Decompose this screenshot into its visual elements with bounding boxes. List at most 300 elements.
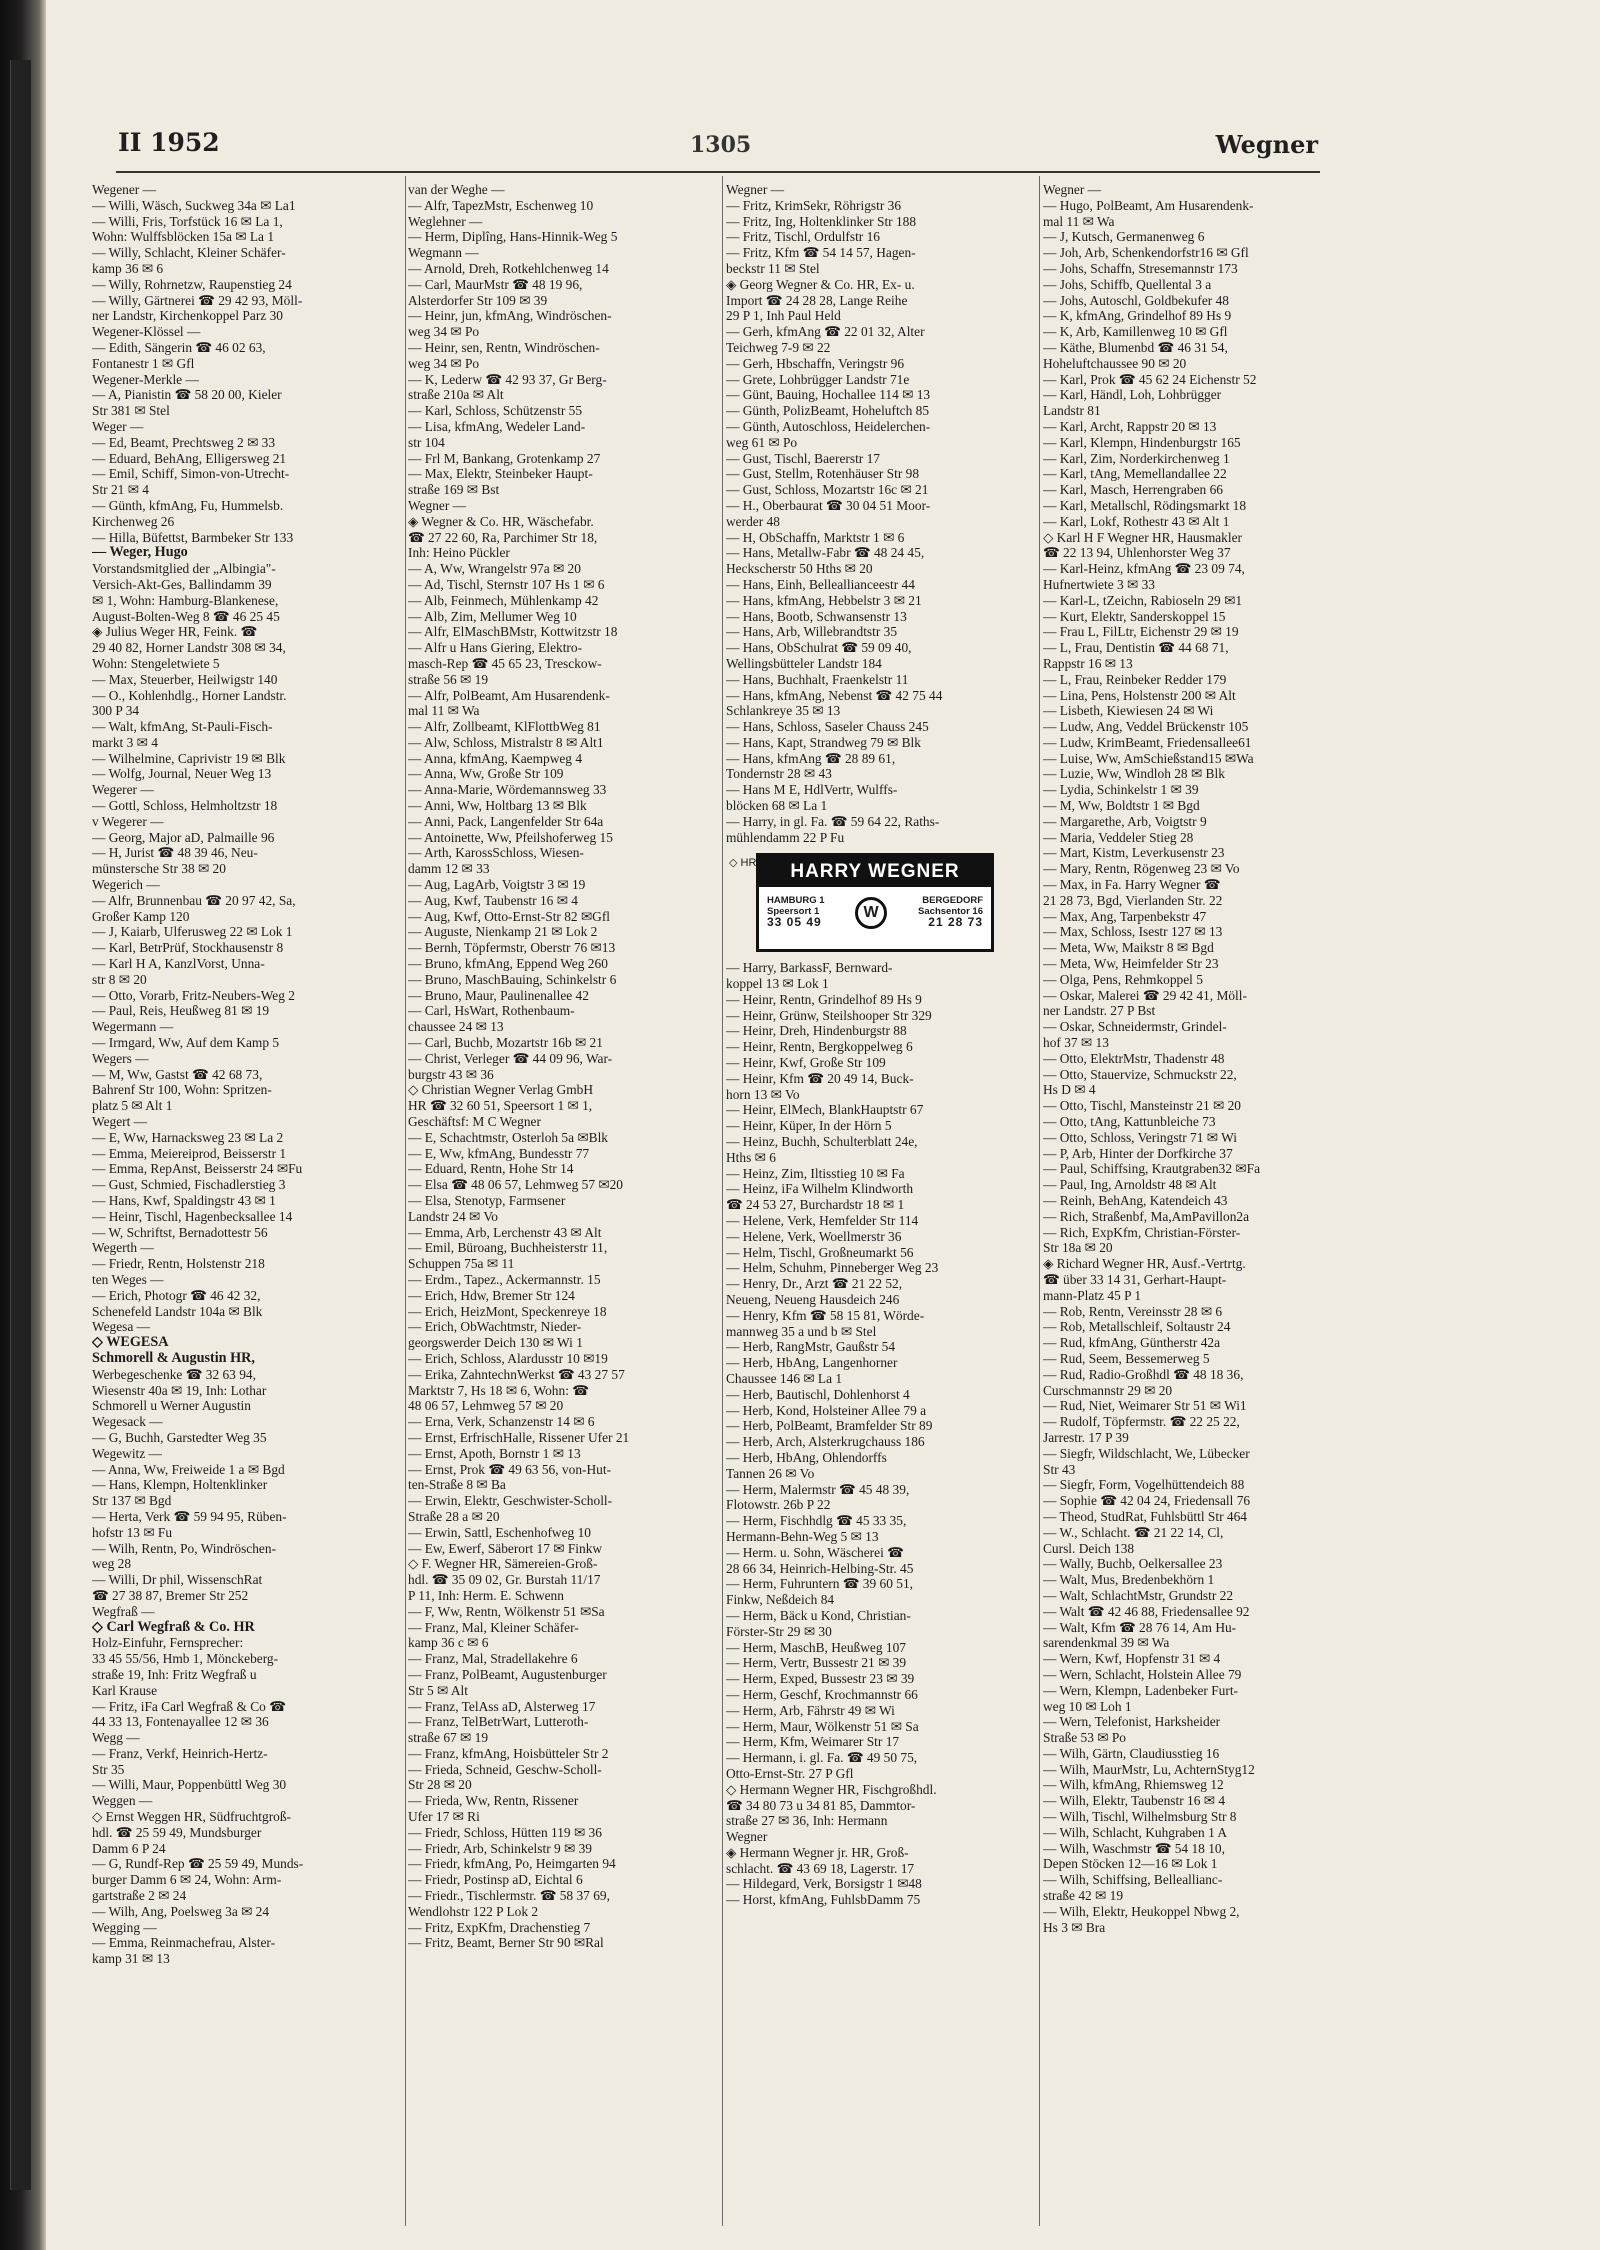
- directory-entry-line: — Siegfr, Form, Vogelhüttendeich 88: [1043, 1477, 1245, 1493]
- directory-entry-line: — Gust, Stellm, Rotenhäuser Str 98: [726, 466, 920, 482]
- directory-entry-line: Wegg —: [92, 1730, 140, 1746]
- directory-entry-line: — Aug, LagArb, Voigtstr 3 ✉ 19: [408, 877, 586, 893]
- directory-entry-line: masch-Rep ☎ 45 65 23, Tresckow-: [408, 655, 602, 671]
- directory-entry-line: — Willy, Rohrnetzw, Raupenstieg 24: [92, 276, 292, 292]
- directory-entry-line: — Erwin, Sattl, Eschenhofweg 10: [408, 1524, 591, 1540]
- directory-entry-line: Wegmann —: [408, 245, 479, 261]
- directory-entry-line: — Emil, Büroang, Buchheisterstr 11,: [408, 1240, 608, 1256]
- directory-entry-line: — Walt ☎ 42 46 88, Friedensallee 92: [1043, 1603, 1250, 1619]
- directory-entry-line: Wegner —: [1043, 182, 1102, 197]
- directory-entry-line: ◇ Ernst Weggen HR, Südfruchtgroß-: [92, 1809, 292, 1825]
- directory-entry-line: — Frieda, Schneid, Geschw-Scholl-: [408, 1761, 602, 1777]
- directory-entry-line: — Wilh, MaurMstr, Lu, AchternStyg12: [1043, 1761, 1255, 1777]
- directory-entry-line: Wohn: Stengeletwiete 5: [92, 655, 220, 671]
- directory-entry-line: 29 P 1, Inh Paul Held: [726, 308, 841, 324]
- directory-entry-line: — Willi, Fris, Torfstück 16 ✉ La 1,: [92, 213, 283, 229]
- directory-entry-line: — Karl, Zim, Norderkirchenweg 1: [1043, 450, 1230, 466]
- directory-entry-line: weg 34 ✉ Po: [408, 324, 480, 340]
- directory-entry-line: — Johs, Schiffb, Quellental 3 a: [1043, 276, 1212, 292]
- directory-entry-line: — Erich, Schloss, Alardusstr 10 ✉19: [408, 1350, 608, 1366]
- directory-entry-line: — F, Ww, Rentn, Wölkenstr 51 ✉Sa: [408, 1603, 605, 1619]
- directory-entry-line: Wegner: [726, 1829, 768, 1845]
- directory-entry-line: — Heinr, Rentn, Grindelhof 89 Hs 9: [726, 991, 922, 1007]
- directory-entry-line: — Edith, Sängerin ☎ 46 02 63,: [92, 339, 266, 355]
- directory-entry-line: — Erdm., Tapez., Ackermannstr. 15: [408, 1271, 601, 1287]
- directory-entry-line: — Rob, Rentn, Vereinsstr 28 ✉ 6: [1043, 1303, 1223, 1319]
- book-binding: [0, 0, 46, 2250]
- directory-entry-line: — Willi, Dr phil, WissenschRat: [92, 1572, 263, 1588]
- directory-entry-line: ☎ 27 22 60, Ra, Parchimer Str 18,: [408, 529, 598, 545]
- directory-entry-line: Straße 28 a ✉ 20: [408, 1508, 500, 1524]
- directory-entry-line: — Heinr, Küper, In der Hörn 5: [726, 1118, 892, 1134]
- directory-entry-line: — Franz, Verkf, Heinrich-Hertz-: [92, 1745, 268, 1761]
- directory-entry-line: — Karl-Heinz, kfmAng ☎ 23 09 74,: [1043, 561, 1245, 577]
- directory-column-3: [726, 182, 1038, 2232]
- directory-entry-line: Chaussee 146 ✉ La 1: [726, 1370, 843, 1386]
- directory-entry-line: — Herm, Geschf, Krochmannstr 66: [726, 1686, 918, 1702]
- directory-entry-line: — Aug, Kwf, Taubenstr 16 ✉ 4: [408, 892, 578, 908]
- directory-entry-line: Weggen —: [92, 1793, 153, 1809]
- directory-entry-line: — Arnold, Dreh, Rotkehlchenweg 14: [408, 260, 609, 276]
- directory-entry-line: Teichweg 7-9 ✉ 22: [726, 339, 831, 355]
- directory-entry-line: — Heinz, Buchh, Schulterblatt 24e,: [726, 1134, 918, 1150]
- directory-entry-line: — Kurt, Elektr, Sanderskoppel 15: [1043, 608, 1226, 624]
- directory-entry-line: Wegner —: [726, 182, 785, 197]
- ad-hamburg-street: Speersort 1: [767, 906, 820, 918]
- directory-entry-line: — Helm, Schuhm, Pinneberger Weg 23: [726, 1260, 939, 1276]
- directory-entry-line: straße 210a ✉ Alt: [408, 387, 504, 403]
- directory-entry-line: — Reinh, BehAng, Katendeich 43: [1043, 1193, 1228, 1208]
- column-divider: [405, 176, 406, 2226]
- directory-entry-line: — W., Schlacht. ☎ 21 22 14, Cl,: [1043, 1524, 1224, 1540]
- directory-entry-line: — Hans, Klempn, Holtenklinker: [92, 1477, 268, 1493]
- directory-entry-line: — Heinr, sen, Rentn, Windröschen-: [408, 339, 600, 355]
- directory-entry-line: ◇ Carl Wegfraß & Co. HR: [92, 1619, 255, 1635]
- directory-entry-line: — Erika, ZahntechnWerkst ☎ 43 27 57: [408, 1366, 625, 1382]
- directory-entry-line: — L, Frau, Dentistin ☎ 44 68 71,: [1043, 640, 1229, 656]
- directory-entry-line: ten-Straße 8 ✉ Ba: [408, 1477, 506, 1493]
- directory-entry-line: — Lydia, Schinkelstr 1 ✉ 39: [1043, 782, 1199, 798]
- directory-entry-line: — Meta, Ww, Heimfelder Str 23: [1043, 956, 1219, 972]
- directory-entry-line: Wendlohstr 122 P Lok 2: [408, 1903, 539, 1919]
- directory-entry-line: Str 43: [1043, 1461, 1076, 1477]
- directory-entry-line: — Karl, Schloss, Schützenstr 55: [408, 403, 583, 419]
- directory-entry-line: — Wern, Klempn, Ladenbeker Furt-: [1043, 1682, 1239, 1698]
- directory-entry-line: mühlendamm 22 P Fu: [726, 829, 845, 845]
- directory-entry-line: — Rud, kfmAng, Güntherstr 42a: [1043, 1335, 1221, 1351]
- directory-entry-line: — Emma, RepAnst, Beisserstr 24 ✉Fu: [92, 1161, 303, 1177]
- directory-entry-line: Hths ✉ 6: [726, 1149, 776, 1165]
- directory-entry-line: — Karl-L, tZeichn, Rabioseln 29 ✉1: [1043, 592, 1243, 608]
- directory-entry-line: ◈ Wegner & Co. HR, Wäschefabr.: [408, 513, 594, 529]
- directory-entry-line: Schlankreye 35 ✉ 13: [726, 703, 841, 719]
- directory-entry-line: — Alfr, Brunnenbau ☎ 20 97 42, Sa,: [92, 892, 296, 908]
- directory-entry-line: — Max, Ang, Tarpenbekstr 47: [1043, 908, 1207, 924]
- directory-entry-line: straße 67 ✉ 19: [408, 1730, 489, 1746]
- directory-entry-line: — Erich, HeizMont, Speckenreye 18: [408, 1303, 607, 1319]
- directory-entry-line: 300 P 34: [92, 703, 140, 719]
- directory-entry-line: Wegfraß —: [92, 1603, 155, 1619]
- directory-entry-line: — Herm, Diplîng, Hans-Hinnik-Weg 5: [408, 229, 618, 245]
- page-header: [118, 128, 1318, 168]
- directory-entry-line: hdl. ☎ 35 09 02, Gr. Burstah 11/17: [408, 1572, 601, 1588]
- directory-entry-line: — Max, Schloss, Isestr 127 ✉ 13: [1043, 924, 1223, 940]
- directory-entry-line: — Johs, Schaffn, Stresemannstr 173: [1043, 260, 1238, 276]
- directory-entry-line: — Wilh, Rentn, Po, Windröschen-: [92, 1540, 277, 1556]
- directory-entry-line: 44 33 13, Fontenayallee 12 ✉ 36: [92, 1714, 269, 1730]
- directory-entry-line: — Ludw, KrimBeamt, Friedensallee61: [1043, 734, 1252, 750]
- directory-entry-line: Rappstr 16 ✉ 13: [1043, 655, 1133, 671]
- directory-entry-line: — Herm, Vertr, Bussestr 21 ✉ 39: [726, 1655, 907, 1671]
- directory-entry-line: — Eduard, Rentn, Hohe Str 14: [408, 1161, 574, 1177]
- directory-entry-line: Wegging —: [92, 1919, 157, 1935]
- directory-entry-line: Tannen 26 ✉ Vo: [726, 1465, 815, 1481]
- directory-entry-line: Holz-Einfuhr, Fernsprecher:: [92, 1635, 244, 1651]
- directory-entry-line: — Karl, Masch, Herrengraben 66: [1043, 482, 1223, 498]
- directory-entry-line: — E, Ww, kfmAng, Bundesstr 77: [408, 1145, 590, 1161]
- directory-entry-line: ◇ WEGESA: [92, 1335, 169, 1351]
- directory-entry-line: kamp 36 ✉ 6: [92, 260, 164, 276]
- directory-entry-line: — Max, Elektr, Steinbeker Haupt-: [408, 466, 593, 482]
- directory-entry-line: — Karl, tAng, Memellandallee 22: [1043, 466, 1227, 482]
- directory-entry-line: Geschäftsf: M C Wegner: [408, 1114, 541, 1130]
- directory-entry-line: mal 11 ✉ Wa: [408, 703, 480, 719]
- directory-entry-line: — Hans, Arb, Willebrandtstr 35: [726, 624, 898, 640]
- directory-entry-line: Wegesack —: [92, 1414, 163, 1430]
- directory-entry-line: — Wilh, kfmAng, Rhiemsweg 12: [1043, 1777, 1224, 1793]
- directory-entry-line: — Hans, Bootb, Schwansenstr 13: [726, 608, 907, 624]
- directory-entry-line: — Theod, StudRat, Fuhlsbüttl Str 464: [1043, 1508, 1247, 1524]
- directory-entry-line: — Alfr, PolBeamt, Am Husarendenk-: [408, 687, 610, 703]
- directory-entry-line: — Friedr, Arb, Schinkelstr 9 ✉ 39: [408, 1840, 593, 1856]
- directory-entry-line: — Alb, Feinmech, Mühlenkamp 42: [408, 592, 599, 608]
- directory-entry-line: Straße 53 ✉ Po: [1043, 1730, 1127, 1746]
- directory-column-2: [408, 182, 720, 2232]
- directory-entry-line: Wiesenstr 40a ✉ 19, Inh: Lothar: [92, 1382, 267, 1398]
- directory-entry-line: 29 40 82, Horner Landstr 308 ✉ 34,: [92, 640, 286, 656]
- directory-entry-line: — E, Ww, Harnacksweg 23 ✉ La 2: [92, 1129, 284, 1145]
- directory-entry-line: — O., Kohlenhdlg., Horner Landstr.: [92, 687, 287, 703]
- directory-entry-line: — Anna, Ww, Große Str 109: [408, 766, 564, 782]
- directory-entry-line: — Hans, kfmAng, Nebenst ☎ 42 75 44: [726, 687, 943, 703]
- directory-entry-line: — Alw, Schloss, Mistralstr 8 ✉ Alt1: [408, 734, 604, 750]
- directory-entry-line: ◈ Georg Wegner & Co. HR, Ex- u.: [726, 276, 915, 292]
- directory-entry-line: Heckscherstr 50 Hths ✉ 20: [726, 561, 873, 577]
- directory-entry-line: — J, Kutsch, Germanenweg 6: [1043, 229, 1205, 245]
- directory-entry-line: — Rudolf, Töpfermstr. ☎ 22 25 22,: [1043, 1414, 1240, 1430]
- directory-entry-line: Wegener-Merkle —: [92, 371, 199, 387]
- directory-entry-line: ◇ Karl H F Wegner HR, Hausmakler: [1043, 529, 1243, 545]
- directory-entry-line: — Gottl, Schloss, Helmholtzstr 18: [92, 798, 278, 814]
- directory-entry-line: — Hans, kfmAng, Hebbelstr 3 ✉ 21: [726, 592, 922, 608]
- directory-entry-line: — Käthe, Blumenbd ☎ 46 31 54,: [1043, 339, 1228, 355]
- column-divider: [722, 176, 723, 2226]
- book-spine: [10, 60, 31, 2190]
- directory-entry-line: — Heinr, Rentn, Bergkoppelweg 6: [726, 1039, 913, 1055]
- directory-entry-line: — Günth, kfmAng, Fu, Hummelsb.: [92, 497, 284, 513]
- directory-entry-line: — Karl, BetrPrüf, Stockhausenstr 8: [92, 940, 284, 956]
- directory-entry-line: — Friedr, Rentn, Holstenstr 218: [92, 1256, 265, 1272]
- directory-entry-line: — Fritz, Kfm ☎ 54 14 57, Hagen-: [726, 245, 916, 261]
- directory-entry-line: — Lisbeth, Kiewiesen 24 ✉ Wi: [1043, 703, 1214, 719]
- directory-entry-line: weg 28: [92, 1556, 132, 1572]
- directory-entry-line: — Herm. u. Sohn, Wäscherei ☎: [726, 1544, 904, 1560]
- directory-entry-line: Str 381 ✉ Stel: [92, 403, 170, 419]
- directory-entry-line: — Franz, PolBeamt, Augustenburger: [408, 1666, 607, 1682]
- directory-entry-line: — Siegfr, Wildschlacht, We, Lübecker: [1043, 1445, 1250, 1461]
- directory-entry-line: — Heinz, iFa Wilhelm Klindworth: [726, 1181, 914, 1197]
- directory-entry-line: Schenefeld Landstr 104a ✉ Blk: [92, 1303, 263, 1319]
- directory-entry-line: chaussee 24 ✉ 13: [408, 1019, 504, 1035]
- directory-entry-line: 48 06 57, Lehmweg 57 ✉ 20: [408, 1398, 564, 1414]
- directory-entry-line: — A, Ww, Wrangelstr 97a ✉ 20: [408, 561, 581, 577]
- directory-entry-line: — Ludw, Ang, Veddel Brückenstr 105: [1043, 719, 1249, 735]
- directory-entry-line: — P, Arb, Hinter der Dorfkirche 37: [1043, 1145, 1233, 1161]
- directory-entry-line: straße 42 ✉ 19: [1043, 1888, 1124, 1904]
- directory-entry-line: — H, Jurist ☎ 48 39 46, Neu-: [92, 845, 258, 861]
- directory-entry-line: ☎ über 33 14 31, Gerhart-Haupt-: [1043, 1271, 1227, 1287]
- directory-entry-line: Otto-Ernst-Str. 27 P Gfl: [726, 1765, 854, 1781]
- directory-entry-line: — Hans, Schloss, Saseler Chauss 245: [726, 719, 929, 735]
- directory-entry-line: — Herm, MaschB, Heußweg 107: [726, 1639, 906, 1655]
- directory-entry-line: — Heinr, Kwf, Große Str 109: [726, 1055, 886, 1071]
- directory-entry-line: — Paul, Ing, Arnoldstr 48 ✉ Alt: [1043, 1177, 1217, 1193]
- directory-entry-line: — Wally, Buchb, Oelkersallee 23: [1043, 1556, 1223, 1572]
- directory-entry-line: — Erich, Photogr ☎ 46 42 32,: [92, 1287, 261, 1303]
- directory-entry-line: — Arth, KarossSchloss, Wiesen-: [408, 845, 584, 861]
- directory-entry-line: — Bruno, kfmAng, Eppend Weg 260: [408, 956, 608, 972]
- directory-entry-line: — Irmgard, Ww, Auf dem Kamp 5: [92, 1035, 280, 1051]
- directory-entry-line: — Günth, Autoschloss, Heidelerchen-: [726, 418, 931, 434]
- directory-entry-line: schlacht. ☎ 43 69 18, Lagerstr. 17: [726, 1860, 915, 1876]
- directory-entry-line: — Alfr u Hans Giering, Elektro-: [408, 640, 583, 656]
- directory-entry-line: — Wolfg, Journal, Neuer Weg 13: [92, 766, 272, 782]
- directory-entry-line: gartstraße 2 ✉ 24: [92, 1888, 187, 1904]
- directory-entry-line: — Herm, Arb, Fährstr 49 ✉ Wi: [726, 1702, 895, 1718]
- directory-entry-line: — Karl, Klempn, Hindenburgstr 165: [1043, 434, 1241, 450]
- directory-entry-line: ☎ 34 80 73 u 34 81 85, Dammtor-: [726, 1797, 916, 1813]
- ad-bergedorf-phone: 21 28 73: [928, 915, 983, 930]
- directory-entry-line: — Anni, Pack, Langenfelder Str 64a: [408, 813, 604, 829]
- directory-entry-line: — Franz, Mal, Kleiner Schäfer-: [408, 1619, 579, 1635]
- directory-entry-line: — Hans, Metallw-Fabr ☎ 48 24 45,: [726, 545, 925, 561]
- directory-entry-line: — Herb, Arch, Alsterkrugchauss 186: [726, 1434, 925, 1450]
- directory-entry-line: Hoheluftchaussee 90 ✉ 20: [1043, 355, 1187, 371]
- directory-entry-line: Alsterdorfer Str 109 ✉ 39: [408, 292, 548, 308]
- directory-entry-line: — Ew, Ewerf, Säberort 17 ✉ Finkw: [408, 1540, 603, 1556]
- directory-entry-line: — Karl, Metallschl, Rödingsmarkt 18: [1043, 497, 1247, 513]
- directory-entry-line: Hufnertwiete 3 ✉ 33: [1043, 576, 1155, 592]
- directory-entry-line: — Anna, kfmAng, Kaempweg 4: [408, 750, 583, 766]
- directory-entry-line: — Fritz, ExpKfm, Drachenstieg 7: [408, 1919, 591, 1935]
- directory-entry-line: — Herm, Maur, Wölkenstr 51 ✉ Sa: [726, 1718, 919, 1734]
- directory-entry-line: — Max, in Fa. Harry Wegner ☎: [1043, 877, 1221, 893]
- page-number: 1305: [690, 132, 752, 158]
- directory-entry-line: burger Damm 6 ✉ 24, Wohn: Arm-: [92, 1872, 282, 1888]
- directory-entry-line: — Ernst, ErfrischHalle, Rissener Ufer 21: [408, 1429, 630, 1445]
- directory-entry-line: — Otto, ElektrMstr, Thadenstr 48: [1043, 1050, 1225, 1066]
- directory-entry-line: — Walt, Mus, Bredenbekhörn 1: [1043, 1572, 1215, 1588]
- directory-entry-line: — Heinr, ElMech, BlankHauptstr 67: [726, 1102, 924, 1118]
- directory-entry-line: — M, Ww, Boldtstr 1 ✉ Bgd: [1043, 798, 1200, 814]
- directory-entry-line: straße 19, Inh: Fritz Wegfraß u: [92, 1666, 257, 1682]
- directory-entry-line: — Herm, Fuhruntern ☎ 39 60 51,: [726, 1576, 914, 1592]
- ad-registry-tag: ◇ HR: [729, 857, 757, 870]
- directory-entry-line: — Karl, Prok ☎ 45 62 24 Eichenstr 52: [1043, 371, 1257, 387]
- directory-entry-line: — Hugo, PolBeamt, Am Husarendenk-: [1043, 197, 1254, 213]
- directory-entry-line: burgstr 43 ✉ 36: [408, 1066, 494, 1082]
- directory-entry-line: — Fritz, Tischl, Ordulfstr 16: [726, 229, 881, 245]
- directory-entry-line: Jarrestr. 17 P 39: [1043, 1429, 1129, 1445]
- directory-entry-line: — Georg, Major aD, Palmaille 96: [92, 829, 275, 845]
- directory-entry-line: Wegener-Klössel —: [92, 324, 201, 340]
- directory-entry-line: Cursl. Deich 138: [1043, 1540, 1135, 1556]
- directory-entry-line: — Heinr, Tischl, Hagenbecksallee 14: [92, 1208, 293, 1224]
- directory-entry-line: Wohn: Wulffsblöcken 15a ✉ La 1: [92, 229, 275, 245]
- directory-entry-line: — Wilh, Waschmstr ☎ 54 18 10,: [1043, 1840, 1225, 1856]
- directory-entry-line: Weger —: [92, 418, 144, 434]
- directory-entry-line: — Otto, Schloss, Veringstr 71 ✉ Wi: [1043, 1129, 1237, 1145]
- directory-entry-line: Landstr 24 ✉ Vo: [408, 1208, 498, 1224]
- directory-entry-line: — Margarethe, Arb, Voigtstr 9: [1043, 813, 1207, 829]
- directory-entry-line: — Willy, Schlacht, Kleiner Schäfer-: [92, 245, 286, 261]
- directory-entry-line: Marktstr 7, Hs 18 ✉ 6, Wohn: ☎: [408, 1382, 589, 1398]
- directory-entry-line: kamp 36 c ✉ 6: [408, 1635, 489, 1651]
- directory-entry-line: — Anna, Ww, Freiweide 1 a ✉ Bgd: [92, 1461, 285, 1477]
- directory-entry-line: Fontanestr 1 ✉ Gfl: [92, 355, 195, 371]
- directory-entry-line: — Wilh, Ang, Poelsweg 3a ✉ 24: [92, 1903, 270, 1919]
- directory-entry-line: — Frieda, Ww, Rentn, Rissener: [408, 1793, 579, 1809]
- directory-entry-line: HR ☎ 32 60 51, Speersort 1 ✉ 1,: [408, 1098, 593, 1114]
- directory-entry-line: — Hans, Einh, Belleallianceestr 44: [726, 576, 915, 592]
- directory-entry-line: ten Weges —: [92, 1271, 164, 1287]
- directory-entry-line: hdl. ☎ 25 59 49, Mundsburger: [92, 1824, 262, 1840]
- directory-entry-line: markt 3 ✉ 4: [92, 734, 158, 750]
- directory-entry-line: — Ernst, Apoth, Bornstr 1 ✉ 13: [408, 1445, 581, 1461]
- directory-entry-line: — Wilh, Gärtn, Claudiusstieg 16: [1043, 1745, 1220, 1761]
- ad-body: [759, 887, 991, 949]
- directory-entry-line: ☎ 24 53 27, Burchardstr 18 ✉ 1: [726, 1197, 905, 1213]
- directory-entry-line: — Herb, PolBeamt, Bramfelder Str 89: [726, 1418, 933, 1434]
- directory-entry-line: — K, Arb, Kamillenweg 10 ✉ Gfl: [1043, 324, 1228, 340]
- directory-entry-line: — W, Schriftst, Bernadottestr 56: [92, 1224, 268, 1240]
- directory-entry-line: — Aug, Kwf, Otto-Ernst-Str 82 ✉Gfl: [408, 908, 611, 924]
- directory-entry-line: — Horst, kfmAng, FuhlsbDamm 75: [726, 1892, 921, 1908]
- directory-entry-line: — Hans, kfmAng ☎ 28 89 61,: [726, 750, 896, 766]
- directory-entry-line: — H, ObSchaffn, Marktstr 1 ✉ 6: [726, 529, 905, 545]
- directory-entry-line: — A, Pianistin ☎ 58 20 00, Kieler: [92, 387, 282, 403]
- directory-entry-line: Wegerer —: [92, 782, 154, 798]
- directory-entry-line: — Wern, Kwf, Hopfenstr 31 ✉ 4: [1043, 1651, 1221, 1667]
- directory-entry-line: — Herb, Bautischl, Dohlenhorst 4: [726, 1386, 910, 1402]
- directory-entry-line: — Emma, Reinmachefrau, Alster-: [92, 1935, 276, 1951]
- directory-entry-line: Karl Krause: [92, 1682, 158, 1698]
- directory-entry-line: koppel 13 ✉ Lok 1: [726, 976, 829, 992]
- directory-entry-line: — Bruno, Maur, Paulinenallee 42: [408, 987, 589, 1003]
- directory-entry-line: — L, Frau, Reinbeker Redder 179: [1043, 671, 1227, 687]
- directory-entry-line: — Fritz, Beamt, Berner Str 90 ✉Ral: [408, 1935, 604, 1951]
- directory-entry-line: — Franz, kfmAng, Hoisbütteler Str 2: [408, 1745, 609, 1761]
- directory-entry-line: — Auguste, Nienkamp 21 ✉ Lok 2: [408, 924, 598, 940]
- directory-entry-line: — Wilh, Schiffsing, Belleallianc-: [1043, 1872, 1223, 1888]
- directory-entry-line: Werbegeschenke ☎ 32 63 94,: [92, 1366, 256, 1382]
- directory-entry-line: Flotowstr. 26b P 22: [726, 1497, 831, 1513]
- directory-entry-line: — Helm, Tischl, Großneumarkt 56: [726, 1244, 914, 1260]
- ad-hamburg-city: HAMBURG 1: [767, 895, 825, 907]
- directory-entry-line: Schuppen 75a ✉ 11: [408, 1256, 515, 1272]
- directory-entry-line: Finkw, Neßdeich 84: [726, 1592, 835, 1608]
- directory-entry-line: — Friedr., Tischlermstr. ☎ 58 37 69,: [408, 1888, 610, 1904]
- directory-entry-line: Wegner —: [408, 497, 467, 513]
- directory-entry-line: — Gust, Schmied, Fischadlerstieg 3: [92, 1177, 286, 1193]
- directory-entry-line: — Gust, Tischl, Baererstr 17: [726, 450, 880, 466]
- directory-entry-line: — Herm, Fischhdlg ☎ 45 33 35,: [726, 1513, 907, 1529]
- directory-entry-line: — Willi, Wäsch, Suckweg 34a ✉ La1: [92, 197, 296, 213]
- directory-entry-line: ◈ Richard Wegner HR, Ausf.-Vertrtg.: [1043, 1256, 1246, 1272]
- directory-entry-line: ◈ Hermann Wegner jr. HR, Groß-: [726, 1844, 909, 1860]
- directory-entry-line: Wegener —: [92, 182, 156, 197]
- directory-entry-line: Weglehner —: [408, 213, 483, 229]
- directory-entry-line: Hermann-Behn-Weg 5 ✉ 13: [726, 1528, 879, 1544]
- directory-entry-line: — Heinr, Kfm ☎ 20 49 14, Buck-: [726, 1070, 914, 1086]
- directory-entry-line: Neueng, Neueng Hausdeich 246: [726, 1292, 900, 1307]
- ad-title: HARRY WEGNER: [759, 856, 991, 887]
- directory-entry-line: mal 11 ✉ Wa: [1043, 213, 1115, 229]
- directory-entry-line: — Lisa, kfmAng, Wedeler Land-: [408, 418, 586, 434]
- directory-entry-line: Wegert —: [92, 1114, 148, 1130]
- harry-wegner-advertisement: [729, 853, 994, 952]
- directory-entry-line: hof 37 ✉ 13: [1043, 1035, 1109, 1051]
- directory-entry-line: georgswerder Deich 130 ✉ Wi 1: [408, 1335, 583, 1351]
- directory-entry-line: Tondernstr 28 ✉ 43: [726, 766, 832, 782]
- directory-entry-line: — Hans, Kapt, Strandweg 79 ✉ Blk: [726, 734, 921, 750]
- directory-entry-line: 33 45 55/56, Hmb 1, Mönckeberg-: [92, 1651, 279, 1667]
- directory-entry-line: ner Landstr. 27 P Bst: [1043, 1003, 1156, 1019]
- directory-entry-line: blöcken 68 ✉ La 1: [726, 798, 828, 814]
- directory-entry-line: — Herta, Verk ☎ 59 94 95, Rüben-: [92, 1508, 287, 1524]
- directory-column-1: [92, 182, 403, 2232]
- directory-entry-line: — Willi, Maur, Poppenbüttl Weg 30: [92, 1777, 287, 1793]
- directory-entry-line: — Meta, Ww, Maikstr 8 ✉ Bgd: [1043, 940, 1214, 956]
- directory-entry-line: kamp 31 ✉ 13: [92, 1951, 170, 1967]
- directory-entry-line: — Hermann, i. gl. Fa. ☎ 49 50 75,: [726, 1750, 918, 1766]
- directory-entry-line: — Herm, Bäck u Kond, Christian-: [726, 1607, 911, 1623]
- directory-entry-line: str 8 ✉ 20: [92, 971, 147, 987]
- directory-entry-line: — Antoinette, Ww, Pfeilshoferweg 15: [408, 829, 613, 845]
- directory-entry-line: Schmorell u Werner Augustin: [92, 1398, 251, 1414]
- directory-entry-line: ◇ F. Wegner HR, Sämereien-Groß-: [408, 1556, 598, 1572]
- directory-entry-line: — Henry, Kfm ☎ 58 15 81, Wörde-: [726, 1307, 925, 1323]
- directory-entry-line: Ufer 17 ✉ Ri: [408, 1809, 480, 1825]
- directory-entry-line: — E, Schachtmstr, Osterloh 5a ✉Blk: [408, 1129, 608, 1145]
- directory-entry-line: — Elsa ☎ 48 06 57, Lehmweg 57 ✉20: [408, 1177, 623, 1193]
- directory-entry-line: — Bruno, MaschBauing, Schinkelstr 6: [408, 971, 617, 987]
- directory-entry-line: — Alfr, Zollbeamt, KlFlottbWeg 81: [408, 719, 601, 735]
- directory-entry-line: — Rich, ExpKfm, Christian-Förster-: [1043, 1224, 1241, 1240]
- directory-entry-line: — H., Oberbaurat ☎ 30 04 51 Moor-: [726, 497, 931, 513]
- directory-entry-line: beckstr 11 ✉ Stel: [726, 260, 820, 276]
- directory-entry-line: 28 66 34, Heinrich-Helbing-Str. 45: [726, 1560, 914, 1576]
- directory-entry-line: Inh: Heino Pückler: [408, 545, 510, 561]
- directory-entry-line: — Carl, HsWart, Rothenbaum-: [408, 1003, 575, 1019]
- directory-entry-line: — Herb, HbAng, Ohlendorffs: [726, 1449, 887, 1465]
- directory-entry-line: Str 137 ✉ Bgd: [92, 1493, 172, 1509]
- directory-entry-line: — Erwin, Elektr, Geschwister-Scholl-: [408, 1493, 613, 1509]
- directory-entry-line: — J, Kaiarb, Ulferusweg 22 ✉ Lok 1: [92, 924, 293, 940]
- directory-entry-line: — G, Buchh, Garstedter Weg 35: [92, 1429, 267, 1445]
- directory-entry-line: — Luise, Ww, AmSchießstand15 ✉Wa: [1043, 750, 1254, 766]
- directory-entry-line: — Henry, Dr., Arzt ☎ 21 22 52,: [726, 1276, 903, 1292]
